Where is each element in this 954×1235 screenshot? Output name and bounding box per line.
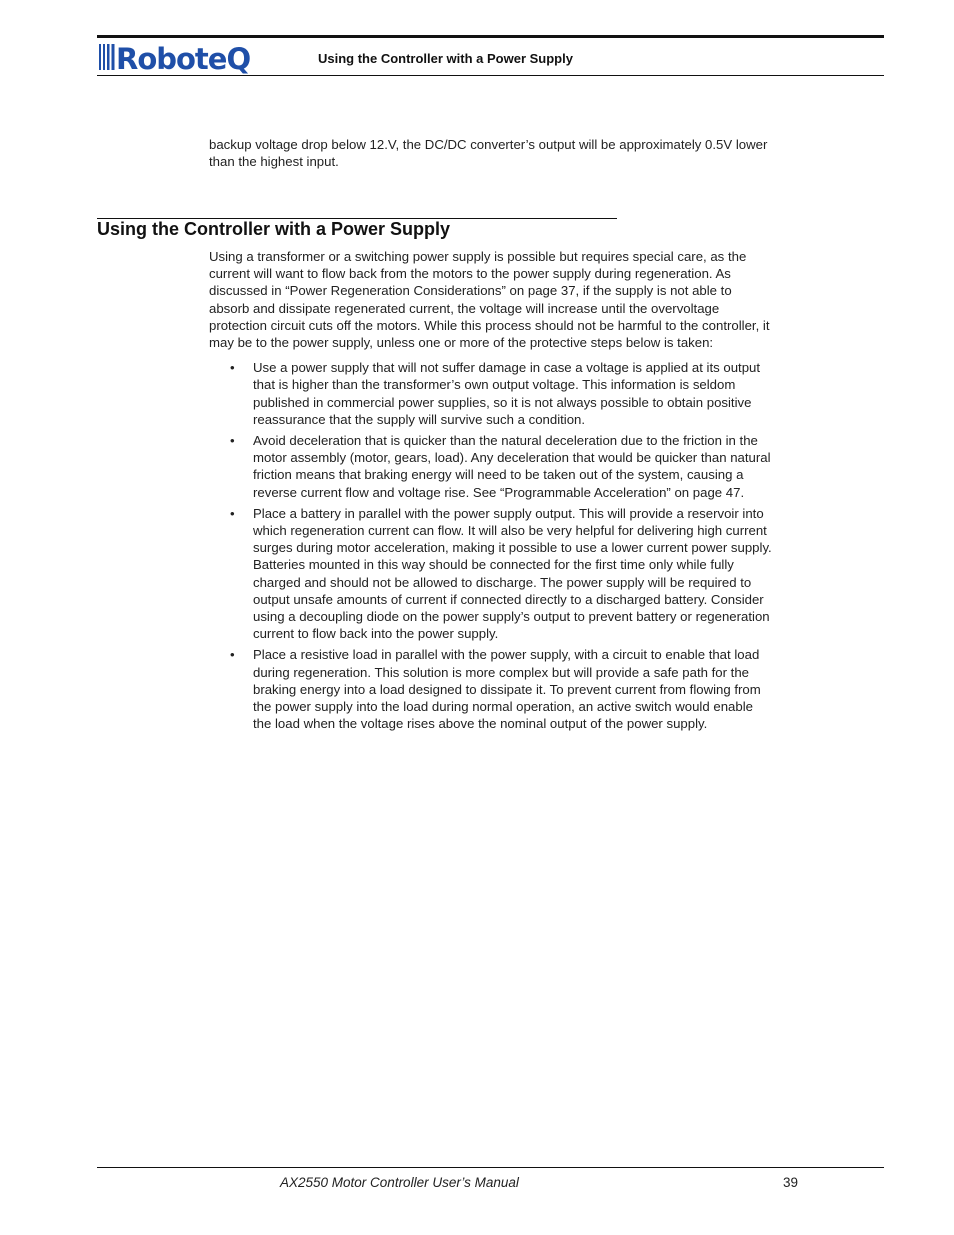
bullet-icon: • (230, 505, 235, 521)
running-head: Using the Controller with a Power Supply (318, 51, 573, 66)
section-paragraph: Using a transformer or a switching power supply is possible but requires special care, as the current will want to flow back from the motors to the power supply during regeneration. As discussed in “Power Regeneration Considerations” on page 37, if the supply is not able to absorb and dissipate regenerated current, the voltage will increase until the overvoltage protection circuit cuts off the motors. While this process should not be harmful to the controller, it may be to the power supply, unless one or more of the protective steps below is taken: (209, 249, 770, 351)
list-item (209, 505, 773, 643)
list-item (209, 359, 773, 428)
section-body (209, 248, 773, 736)
section-heading: Using the Controller with a Power Supply (97, 219, 451, 239)
roboteq-logo (99, 40, 274, 74)
header-bottom-rule (97, 75, 884, 76)
list-item-text: Avoid deceleration that is quicker than the natural deceleration due to the friction in the motor assembly (motor, gears, load). Any deceleration that would be quicker than natural friction means that braking energy will need to be taken out of the system, causing a reverse current flow and voltage rise. See “Programmable Acceleration” on page 47. (253, 433, 771, 500)
list-item-text: Place a battery in parallel with the power supply output. This will provide a reservoir into which regeneration current can flow. It will also be very helpful for delivering high current surges during motor acceleration, making it possible to use a lower current power supply. Batteries mounted in this way should be connected for the first time only while fully charged and should not be allowed to discharge. The power supply will be required to output unsafe amounts of current if connected directly to a discharged battery. Consider using a decoupling diode on the power supply’s output to prevent battery or regeneration current to flow back into the power supply. (253, 505, 772, 642)
intro-text: backup voltage drop below 12.V, the DC/DC converter’s output will be approximately 0.5V lower than the highest input. (209, 137, 768, 170)
page-number: 39 (783, 1175, 799, 1190)
footer-manual-title: AX2550 Motor Controller User’s Manual (280, 1175, 519, 1190)
list-item (209, 432, 773, 501)
list-item (209, 646, 773, 732)
list-item-text: Use a power supply that will not suffer damage in case a voltage is applied at its output that is higher than the transformer’s own output voltage. This information is seldom published in commercial power supplies, so it is not always possible to obtain positive reassurance that the supply will survive such a condition. (253, 360, 761, 427)
bullet-icon: • (230, 360, 235, 376)
header-top-rule (97, 35, 884, 38)
intro-paragraph (209, 136, 773, 170)
footer-rule (97, 1167, 884, 1168)
bullet-icon: • (230, 647, 235, 663)
svg-text:RoboteQ: RoboteQ (116, 42, 251, 74)
bullet-list (209, 359, 773, 732)
list-item-text: Place a resistive load in parallel with the power supply, with a circuit to enable that load during regeneration. This solution is more complex but will provide a safe path for the braking energy into a load designed to dissipate it. To prevent current from flowing from the power supply into the load during normal operation, an active switch would enable the load when the voltage rises above the nominal output of the power supply. (253, 647, 761, 732)
bullet-icon: • (230, 433, 235, 449)
